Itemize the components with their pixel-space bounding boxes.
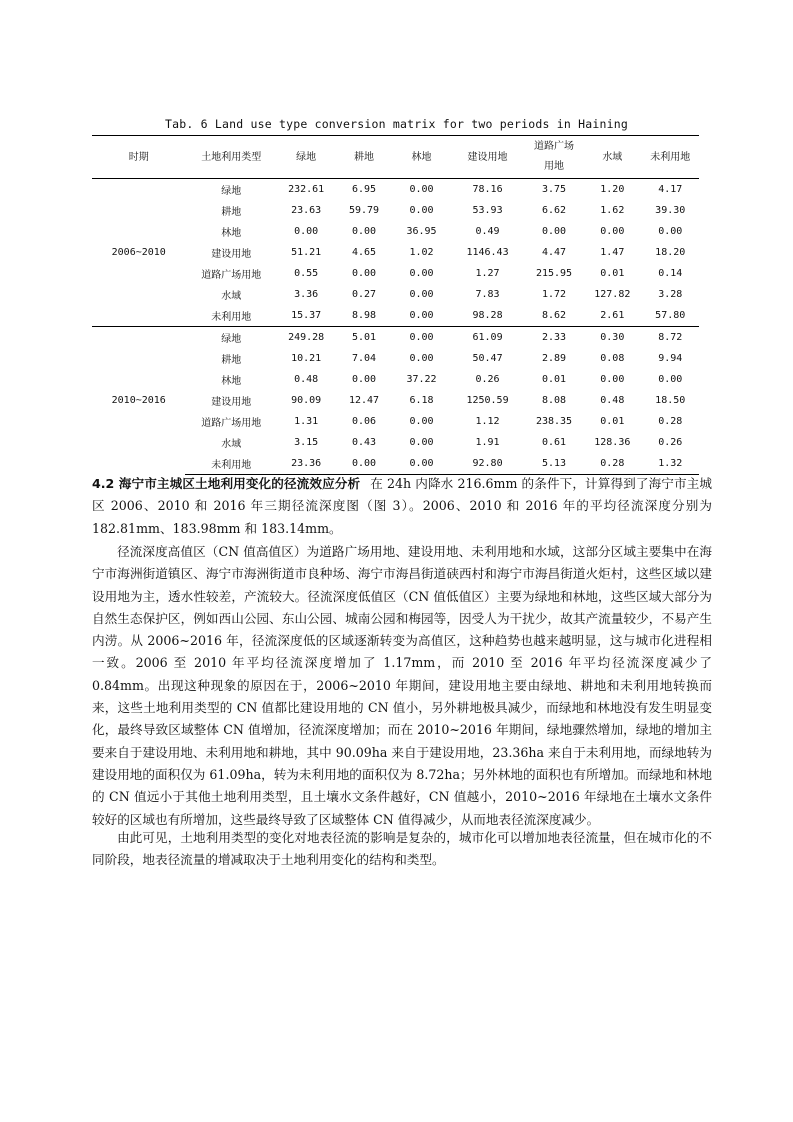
value-cell: 0.48: [600, 395, 625, 406]
value-cell: 3.28: [658, 289, 683, 300]
table-row: [92, 327, 699, 349]
value-cell: 0.26: [658, 437, 683, 448]
row-label: 道路广场用地: [201, 418, 262, 429]
value-cell: 1.72: [541, 289, 567, 300]
value-cell: 1.31: [294, 416, 319, 427]
value-cell: 0.01: [600, 416, 625, 427]
value-cell: 0.00: [600, 226, 625, 237]
value-cell: 59.79: [348, 205, 380, 216]
row-label: 未利用地: [211, 312, 252, 323]
value-cell: 18.20: [655, 247, 686, 258]
value-cell: 6.18: [409, 395, 434, 406]
value-cell: 5.01: [335, 327, 392, 349]
header-col: 水域: [583, 136, 641, 179]
value-cell: 0.27: [351, 289, 377, 300]
value-cell: 2.61: [600, 310, 625, 321]
row-label: 建设用地: [211, 397, 252, 408]
value-cell: 0.00: [393, 453, 450, 475]
value-cell: 7.83: [475, 289, 500, 300]
value-cell: 1.47: [600, 247, 625, 258]
value-cell: 8.98: [351, 310, 377, 321]
header-col: 林地: [393, 136, 450, 179]
table-row: [92, 179, 699, 201]
value-cell: 0.01: [600, 268, 625, 279]
row-label: 水域: [221, 439, 242, 450]
value-cell: 3.75: [525, 179, 583, 201]
row-label: 耕地: [221, 207, 242, 218]
value-cell: 18.50: [655, 395, 686, 406]
value-cell: 0.00: [351, 374, 377, 385]
header-col: [525, 136, 583, 179]
value-cell: 3.15: [294, 437, 319, 448]
value-cell: 37.22: [406, 374, 437, 385]
value-cell: 1.02: [409, 247, 434, 258]
table-caption: Tab. 6 Land use type conversion matrix for two periods in Haining: [164, 117, 629, 131]
header-type: 土地利用类型: [185, 136, 277, 179]
header-col: 绿地: [277, 136, 335, 179]
value-cell: 6.95: [335, 179, 392, 201]
header-col-line: 道路广场: [534, 141, 574, 152]
table-header-row: [92, 136, 699, 179]
value-cell: 0.00: [409, 416, 434, 427]
value-cell: 23.63: [291, 205, 322, 216]
value-cell: 6.62: [541, 205, 567, 216]
value-cell: 0.00: [600, 374, 625, 385]
row-label: 绿地: [185, 179, 277, 201]
header-col-line: 用地: [544, 161, 564, 172]
value-cell: 0.00: [409, 353, 434, 364]
value-cell: 39.30: [655, 205, 686, 216]
value-cell: 0.00: [335, 453, 392, 475]
value-cell: 3.36: [294, 289, 319, 300]
value-cell: 9.94: [658, 353, 683, 364]
value-cell: 0.00: [409, 268, 434, 279]
value-cell: 0.08: [600, 353, 625, 364]
section-intro-text: 在 24h 内降水 216.6mm 的条件下，计算得到了海宁市主城区 2006、2010 和 2016 年三期径流深度图（图 3）。2006、2010 和 2016 年的平均径流深度分别为 182.81mm、183.98mm 和 183.14mm。: [92, 476, 712, 536]
row-label: 林地: [221, 228, 242, 239]
value-cell: 0.00: [658, 226, 683, 237]
row-label: 绿地: [185, 327, 277, 349]
paragraph-text: 由此可见，土地利用类型的变化对地表径流的影响是复杂的，城市化可以增加地表径流量，但在城市化的不同阶段，地表径流量的增减取决于土地利用变化的结构和类型。: [92, 830, 712, 868]
value-cell: 0.43: [351, 437, 377, 448]
section-heading: 4.2 海宁市主城区土地利用变化的径流效应分析: [92, 476, 361, 491]
value-cell: 215.95: [535, 268, 573, 279]
value-cell: 0.55: [294, 268, 319, 279]
value-cell: 2.89: [541, 353, 567, 364]
value-cell: 2.33: [525, 327, 583, 349]
value-cell: 0.00: [351, 268, 377, 279]
value-cell: 238.35: [535, 416, 573, 427]
value-cell: 0.00: [409, 289, 434, 300]
value-cell: 51.21: [291, 247, 322, 258]
value-cell: 1146.43: [466, 247, 509, 258]
value-cell: 1250.59: [466, 395, 509, 406]
value-cell: 8.08: [541, 395, 567, 406]
value-cell: 0.00: [393, 179, 450, 201]
row-label: 水域: [221, 291, 242, 302]
value-cell: 0.00: [393, 327, 450, 349]
value-cell: 0.26: [475, 374, 500, 385]
value-cell: 4.17: [641, 179, 699, 201]
value-cell: 1.62: [600, 205, 625, 216]
value-cell: 8.72: [641, 327, 699, 349]
period-cell: 2010~2016: [92, 327, 185, 475]
body-paragraph: [92, 827, 712, 872]
value-cell: 12.47: [348, 395, 380, 406]
value-cell: 0.28: [658, 416, 683, 427]
value-cell: 0.06: [351, 416, 377, 427]
header-col: 建设用地: [450, 136, 525, 179]
value-cell: 8.62: [541, 310, 567, 321]
header-col: 耕地: [335, 136, 392, 179]
row-label: 建设用地: [211, 249, 252, 260]
value-cell: 15.37: [291, 310, 322, 321]
value-cell: 0.00: [409, 437, 434, 448]
paragraph-text: 径流深度高值区（CN 值高值区）为道路广场用地、建设用地、未利用地和水域，这部分区域主要集中在海宁市海洲街道镇区、海宁市海洲街道市良种场、海宁市海昌街道硖西村和海宁市海昌街道火炬村，这些区域以建设用地为主，透水性较差，产流较大。径流深度低值区（CN 值低值区）主要为绿地和林地，这些区域大部分为自然生态保护区，例如西山公园、东山公园、城南公园和梅园等，因受人为干扰少，故其产流量较少，不易产生内涝。从 2006~2016 年，径流深度低的区域逐渐转变为高值区，这种趋势也越来越明显，这与城市化进程相一致。2006 至 2010 年平均径流深度增加了 1.17mm，而 2010 至 2016 年平均径流深度减少了 0.84mm。出现这种现象的原因在于，2006~2010 年期间，建设用地主要由绿地、耕地和未利用地转换而来，这些土地利用类型的 CN 值都比建设用地的 CN 值小，另外耕地极具减少，而绿地和林地没有发生明显变化，最终导致区域整体 CN 值增加，径流深度增加；而在 2010~2016 年期间，绿地骤然增加，绿地的增加主要来自于建设用地、未利用地和耕地，其中 90.09ha 来自于建设用地，23.36ha 来自于未利用地，而绿地转为建设用地的面积仅为 61.09ha，转为未利用地的面积仅为 8.72ha；另外林地的面积也有所增加。而绿地和林地的 CN 值远小于其他土地利用类型，且土壤水文条件越好，CN 值越小，2010~2016 年绿地在土壤水文条件较好的区域也有所增加，这些最终导致了区域整体 CN 值得减少，从而地表径流深度减少。: [92, 544, 712, 827]
value-cell: 0.00: [658, 374, 683, 385]
header-col: 未利用地: [641, 136, 699, 179]
value-cell: 0.49: [475, 226, 500, 237]
value-cell: 249.28: [277, 327, 335, 349]
value-cell: 23.36: [277, 453, 335, 475]
value-cell: 0.01: [541, 374, 567, 385]
section-paragraph: [92, 473, 712, 540]
value-cell: 5.13: [525, 453, 583, 475]
value-cell: 1.27: [475, 268, 500, 279]
value-cell: 78.16: [450, 179, 525, 201]
value-cell: 57.80: [655, 310, 686, 321]
header-period: 时期: [92, 136, 185, 179]
table-body: [92, 179, 699, 475]
value-cell: 0.00: [294, 226, 319, 237]
value-cell: 36.95: [406, 226, 437, 237]
value-cell: 0.00: [351, 226, 377, 237]
value-cell: 127.82: [594, 289, 631, 300]
value-cell: 50.47: [472, 353, 503, 364]
value-cell: 128.36: [594, 437, 631, 448]
value-cell: 98.28: [472, 310, 503, 321]
value-cell: 0.14: [658, 268, 683, 279]
value-cell: 0.61: [541, 437, 567, 448]
value-cell: 1.20: [583, 179, 641, 201]
value-cell: 92.80: [450, 453, 525, 475]
value-cell: 53.93: [472, 205, 503, 216]
value-cell: 0.48: [294, 374, 319, 385]
row-label: 未利用地: [185, 453, 277, 475]
value-cell: 232.61: [277, 179, 335, 201]
period-cell: 2006~2010: [92, 179, 185, 327]
value-cell: 61.09: [450, 327, 525, 349]
row-label: 耕地: [221, 355, 242, 366]
value-cell: 0.00: [409, 310, 434, 321]
conversion-matrix-table: [92, 135, 699, 475]
value-cell: 10.21: [291, 353, 322, 364]
row-label: 林地: [221, 376, 242, 387]
value-cell: 4.47: [541, 247, 567, 258]
value-cell: 1.32: [641, 453, 699, 475]
body-paragraph: [92, 541, 712, 831]
value-cell: 90.09: [291, 395, 322, 406]
value-cell: 1.12: [475, 416, 500, 427]
value-cell: 0.28: [583, 453, 641, 475]
value-cell: 7.04: [351, 353, 377, 364]
value-cell: 0.00: [409, 205, 434, 216]
value-cell: 1.91: [475, 437, 500, 448]
value-cell: 0.30: [583, 327, 641, 349]
row-label: 道路广场用地: [201, 270, 262, 281]
value-cell: 0.00: [541, 226, 567, 237]
value-cell: 4.65: [351, 247, 377, 258]
